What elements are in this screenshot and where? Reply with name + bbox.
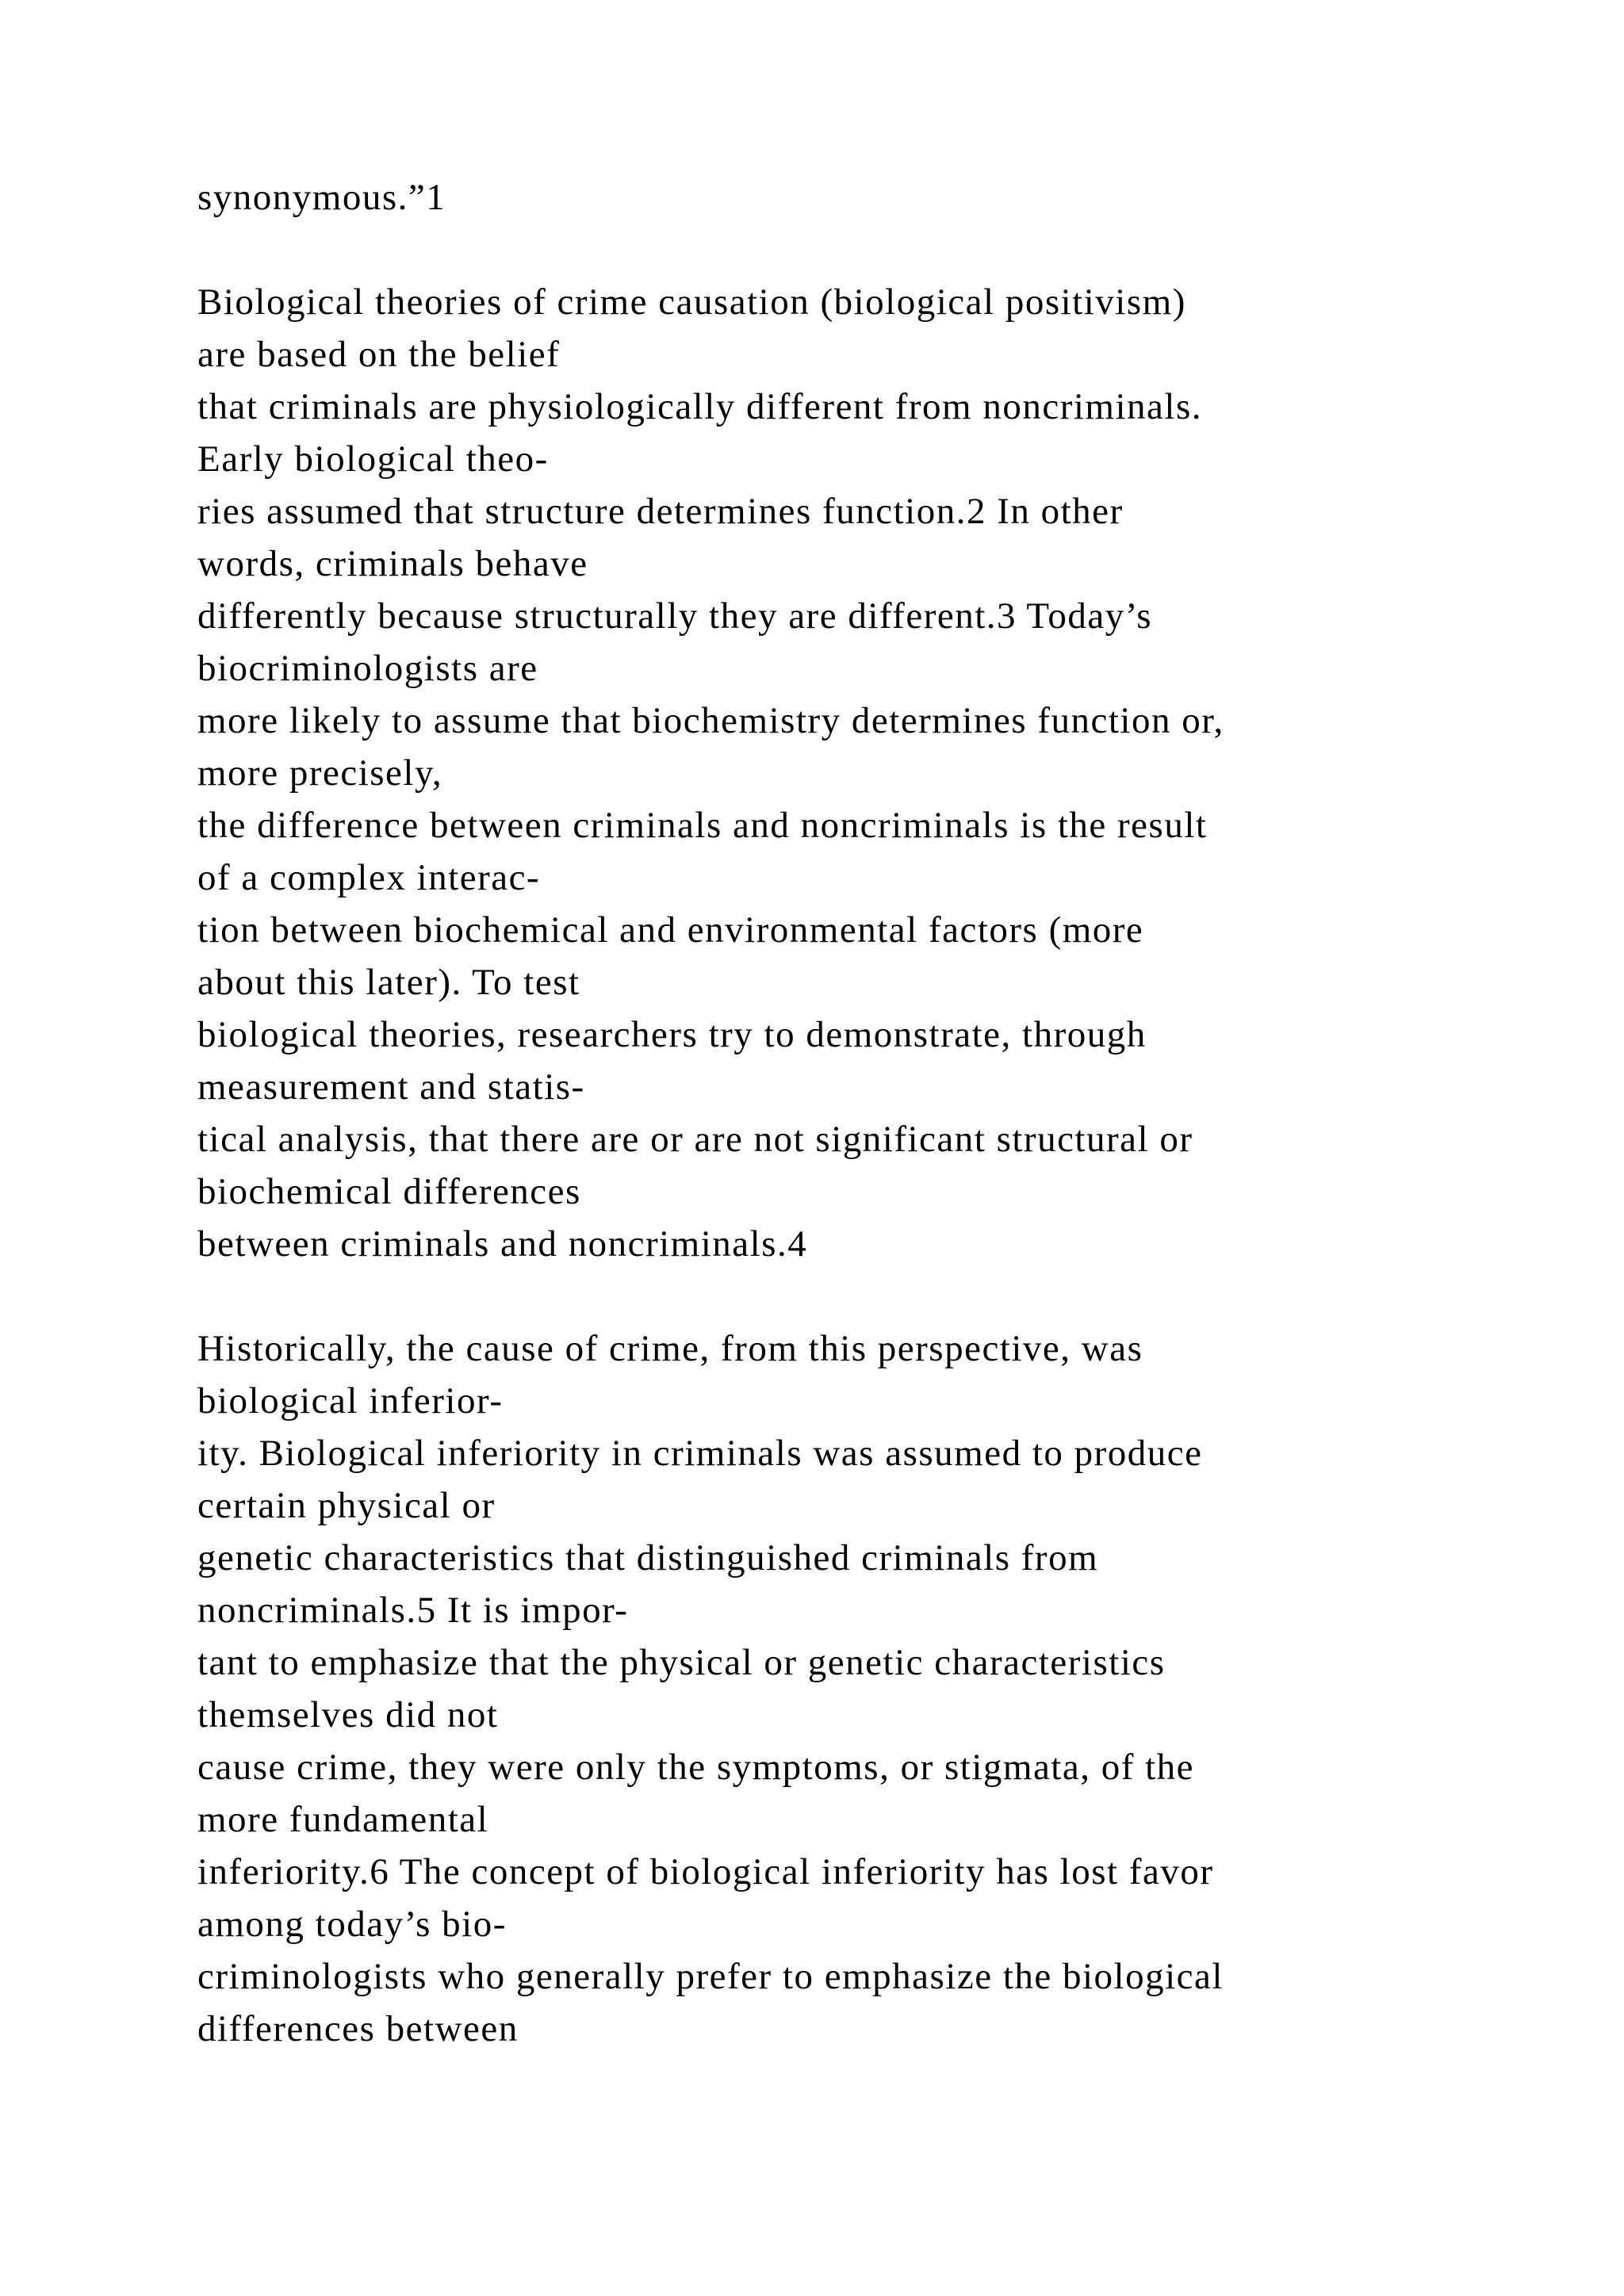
paragraph [197,1322,1593,2055]
paragraph [197,276,1593,1270]
text-line: biological theories, researchers try to demonstrate, through [197,1014,1147,1055]
text-line: Historically, the cause of crime, from this perspective, was [197,1328,1143,1369]
paragraph [197,171,1593,224]
text-line: biochemical differences [197,1171,581,1212]
text-line: themselves did not [197,1694,499,1735]
text-line: ity. Biological inferiority in criminals was assumed to produce [197,1433,1203,1474]
text-line: are based on the belief [197,334,561,375]
text-line: differently because structurally they are different.3 Today’s [197,595,1153,637]
text-line: genetic characteristics that distinguished criminals from [197,1537,1099,1578]
text-line: tical analysis, that there are or are not significant structural or [197,1119,1193,1160]
text-line: synonymous.”1 [197,177,446,218]
paragraph-gap [197,224,1593,276]
text-line: words, criminals behave [197,543,588,584]
text-line: more precisely, [197,752,443,794]
text-line: Early biological theo- [197,438,549,480]
text-line: the difference between criminals and noncriminals is the result [197,805,1208,846]
text-line: about this later). To test [197,962,580,1003]
paragraph-gap [197,1270,1593,1322]
text-line: differences between [197,2008,519,2049]
text-line: Biological theories of crime causation (biological positivism) [197,281,1186,323]
text-line: noncriminals.5 It is impor- [197,1590,629,1631]
text-line: that criminals are physiologically different from noncriminals. [197,386,1202,427]
text-line: cause crime, they were only the symptoms, or stigmata, of the [197,1747,1195,1788]
document-body-text [197,171,1593,2055]
text-line: measurement and statis- [197,1066,585,1108]
text-line: between criminals and noncriminals.4 [197,1223,808,1265]
text-line: more likely to assume that biochemistry determines function or, [197,700,1224,741]
text-line: biological inferior- [197,1380,504,1422]
text-line: more fundamental [197,1799,489,1840]
text-line: ries assumed that structure determines function.2 In other [197,491,1124,532]
text-line: among today’s bio- [197,1904,507,1945]
text-line: criminologists who generally prefer to emphasize the biological [197,1956,1224,1997]
text-line: tant to emphasize that the physical or genetic characteristics [197,1642,1166,1683]
text-line: inferiority.6 The concept of biological inferiority has lost favor [197,1851,1214,1892]
text-line: certain physical or [197,1485,496,1526]
text-line: tion between biochemical and environmental factors (more [197,909,1144,951]
text-line: biocriminologists are [197,648,538,689]
text-line: of a complex interac- [197,857,541,898]
